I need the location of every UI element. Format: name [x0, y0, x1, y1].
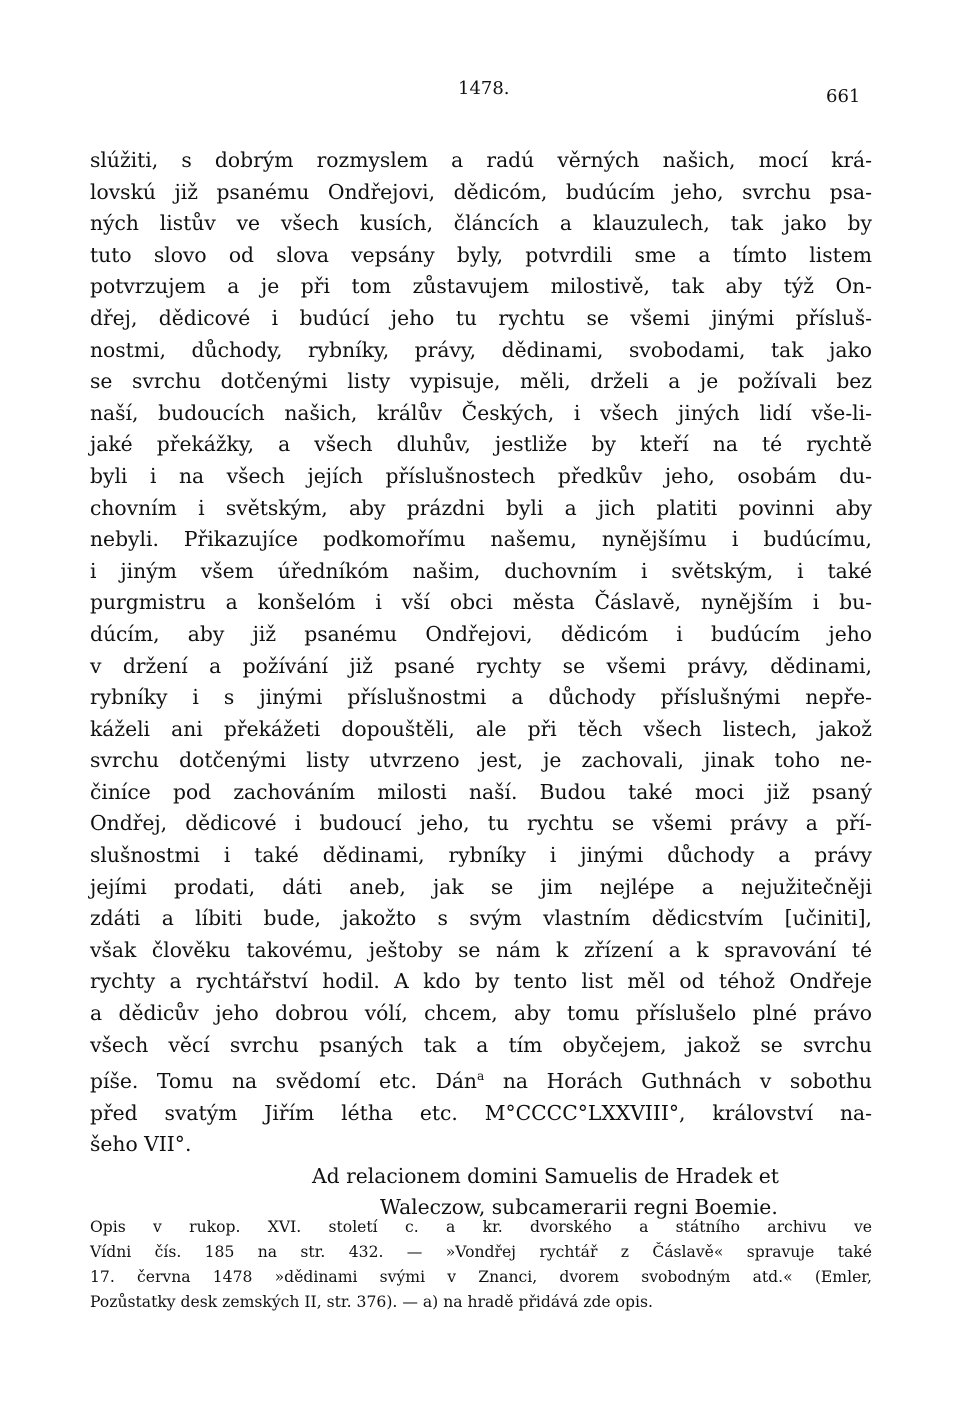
text-line: byli i na všech jejích příslušnostech předkův jeho, osobám du- — [90, 463, 872, 488]
text-line: chovním i světským, aby prázdni byli a jich platiti povinni aby — [90, 495, 872, 520]
footnote-line: Opis v rukop. XVI. století c. a kr. dvorského a státního archivu ve — [90, 1218, 872, 1236]
text-line: i jiným všem úředníkóm našim, duchovním i světským, i také — [90, 558, 872, 583]
text-line: dúcím, aby již psanému Ondřejovi, dědicóm i budúcím jeho — [90, 621, 872, 646]
text-line: před svatým Jiřím létha etc. M°CCCC°LXXVIII°, království na- — [90, 1100, 872, 1125]
page-number: 661 — [826, 86, 861, 107]
text-fragment: na Horách Guthnách v sobothu — [484, 1068, 872, 1093]
relation-line: Ad relacionem domini Samuelis de Hradek et — [312, 1163, 779, 1188]
text-line: slúžiti, s dobrým rozmyslem a radú věrných našich, mocí krá- — [90, 148, 872, 172]
note-mark: a — [477, 1069, 485, 1084]
text-line: šeho VII°. — [90, 1132, 192, 1157]
main-text — [90, 145, 872, 1224]
text-line: nostmi, důchody, rybníky, právy, dědinami, svobodami, tak jako — [90, 337, 872, 362]
text-line: jejími prodati, dáti aneb, jak se jim nejlépe a nejužitečněji — [90, 874, 872, 899]
text-line: se svrchu dotčenými listy vypisuje, měli, drželi a je požívali bez — [90, 369, 872, 394]
text-line: nebyli. Přikazujíce podkomořímu našemu, nynějšímu i budúcímu, — [90, 527, 872, 552]
text-line: lovskú již psanému Ondřejovi, dědicóm, budúcím jeho, svrchu psa- — [90, 179, 872, 204]
text-line: rychty a rychtářství hodil. A kdo by tento list měl od téhož Ondřeje — [90, 969, 872, 994]
footnote-line: Pozůstatky desk zemských II, str. 376). — a) na hradě přidává zde opis. — [90, 1293, 653, 1311]
text-line: v držení a požívání již psané rychty se všemi právy, dědinami, — [90, 653, 872, 678]
text-line-with-note-mark — [90, 1061, 872, 1097]
text-line: purgmistru a konšelóm i vší obci města Čáslavě, nynějším i bu- — [90, 590, 872, 615]
text-line: činíce pod zachováním milosti naší. Budou také moci již psaný — [90, 779, 872, 804]
page-year: 1478. — [458, 78, 510, 99]
text-line: svrchu dotčenými listy utvrzeno jest, je zachovali, jinak toho ne- — [90, 748, 872, 773]
text-line: dřej, dědicové i budúcí jeho tu rychtu se všemi jinými přísluš- — [90, 305, 872, 330]
text-line: a dědicův jeho dobrou vólí, chcem, aby tomu příslušelo plné právo — [90, 1001, 872, 1026]
text-line: Ondřej, dědicové i budoucí jeho, tu rychtu se všemi právy a pří- — [90, 811, 872, 836]
footnote-line: Vídni čís. 185 na str. 432. — »Vondřej rychtář z Čáslavě« spravuje také — [90, 1243, 872, 1261]
text-fragment: píše. Tomu na svědomí etc. Dán — [90, 1068, 477, 1093]
text-line: rybníky i s jinými příslušnostmi a důchody příslušnými nepře- — [90, 685, 872, 710]
text-line: ných listův ve všech kusích, článcích a klauzulech, tak jako by — [90, 211, 872, 236]
text-line: však člověku takovému, ještoby se nám k zřízení a k spravování té — [90, 937, 872, 962]
text-line: káželi ani překážeti dopouštěli, ale při těch všech listech, jakož — [90, 716, 872, 741]
text-line: slušnostmi i také dědinami, rybníky i jinými důchody a právy — [90, 843, 872, 868]
text-line: potvrzujem a je při tom zůstavujem milostivě, tak aby týž On- — [90, 274, 872, 299]
relation-line: Waleczow, subcamerarii regni Boemie. — [380, 1195, 778, 1220]
text-line: tuto slovo od slova vepsány byly, potvrdili sme a tímto listem — [90, 242, 872, 267]
text-line: zdáti a líbiti bude, jakožto s svým vlastním dědicstvím [učiniti], — [90, 906, 872, 931]
footnote-line: 17. června 1478 »dědinami svými v Znanci, dvorem svobodným atd.« (Emler, — [90, 1268, 872, 1286]
footnotes — [90, 1215, 872, 1315]
text-line: všech věcí svrchu psaných tak a tím obyčejem, jakož se svrchu — [90, 1032, 872, 1057]
text-line: naší, budoucích našich, králův Českých, i všech jiných lidí vše-li- — [90, 400, 872, 425]
text-line: jaké překážky, a všech dluhův, jestliže by kteří na té rychtě — [90, 432, 872, 457]
